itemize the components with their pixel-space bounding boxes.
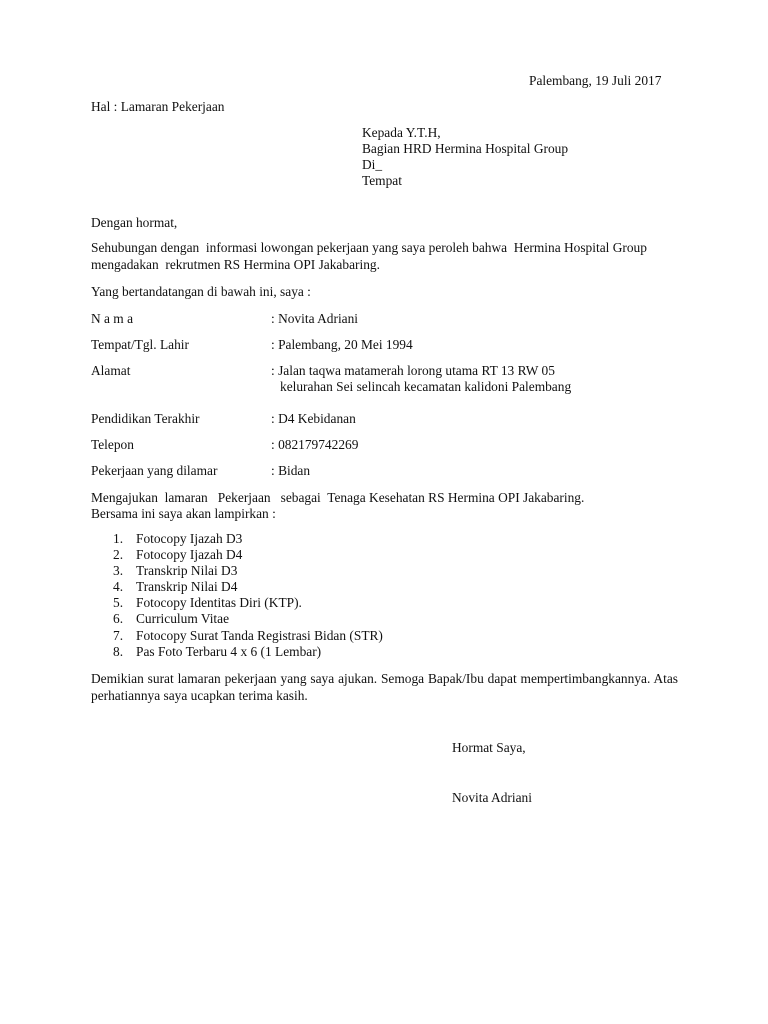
list-item-number: 2.: [113, 547, 124, 563]
greeting: Dengan hormat,: [91, 215, 178, 230]
list-item: [113, 547, 383, 563]
education-label: Pendidikan Terakhir: [91, 411, 200, 426]
list-item-number: 8.: [113, 643, 124, 659]
list-item-text: Curriculum Vitae: [136, 611, 230, 627]
intro-paragraph: Sehubungan dengan informasi lowongan pekerjaan yang saya peroleh bahwa Hermina Hospital Group mengadakan rekrutmen RS Hermina OPI Jakabaring.: [91, 240, 651, 272]
list-item: [113, 628, 383, 644]
position-value: : Bidan: [271, 463, 311, 478]
list-item-number: 1.: [113, 531, 124, 546]
list-item: [113, 563, 383, 579]
sign-off: Hormat Saya,: [452, 740, 526, 755]
closing-paragraph: Demikian surat lamaran pekerjaan yang saya ajukan. Semoga Bapak/Ibu dapat mempertimbangkannya. Atas perhatiannya saya ucapkan terima kasih.: [91, 671, 678, 703]
list-item-number: 4.: [113, 579, 124, 595]
name-label: N a m a: [91, 311, 134, 326]
list-item: [113, 644, 383, 660]
address-value-line2: kelurahan Sei selincah kecamatan kalidoni Palembang: [280, 379, 572, 394]
list-item-text: Transkrip Nilai D4: [136, 579, 238, 595]
birth-label: Tempat/Tgl. Lahir: [91, 337, 189, 352]
application-line: Mengajukan lamaran Pekerjaan sebagai Tenaga Kesehatan RS Hermina OPI Jakabaring.: [91, 490, 585, 505]
list-item-text: Fotocopy Ijazah D4: [136, 547, 243, 563]
recipient-line: Di_: [362, 157, 383, 172]
recipient-line: Bagian HRD Hermina Hospital Group: [362, 141, 569, 156]
birth-value: : Palembang, 20 Mei 1994: [271, 337, 413, 352]
phone-label: Telepon: [91, 437, 134, 452]
education-value: : D4 Kebidanan: [271, 411, 356, 426]
undersigned-line: Yang bertandatangan di bawah ini, saya :: [91, 284, 311, 299]
phone-value: : 082179742269: [271, 437, 359, 452]
list-item: [113, 579, 383, 595]
signature-name: Novita Adriani: [452, 790, 532, 805]
subject-line: Hal : Lamaran Pekerjaan: [91, 99, 225, 114]
attachments-list: [113, 531, 383, 660]
list-item-text: Pas Foto Terbaru 4 x 6 (1 Lembar): [136, 643, 322, 659]
list-item: [113, 531, 383, 547]
list-item-number: 7.: [113, 627, 124, 643]
list-item-text: Fotocopy Identitas Diri (KTP).: [136, 595, 302, 611]
list-item-text: Fotocopy Surat Tanda Registrasi Bidan (STR): [136, 627, 383, 643]
place-date: Palembang, 19 Juli 2017: [529, 73, 662, 88]
list-item-number: 5.: [113, 595, 124, 611]
recipient-line: Tempat: [362, 173, 402, 188]
name-value: : Novita Adriani: [271, 311, 359, 326]
list-item-number: 6.: [113, 611, 124, 627]
list-item-text: Transkrip Nilai D3: [136, 563, 238, 579]
list-item-text: Fotocopy Ijazah D3: [136, 531, 243, 546]
list-item-number: 3.: [113, 563, 124, 579]
position-label: Pekerjaan yang dilamar: [91, 463, 218, 478]
list-item: [113, 595, 383, 611]
address-label: Alamat: [91, 363, 131, 378]
recipient-line: Kepada Y.T.H,: [362, 125, 441, 140]
address-value-line1: : Jalan taqwa matamerah lorong utama RT 13 RW 05: [271, 363, 555, 378]
list-item: [113, 611, 383, 627]
attachments-intro: Bersama ini saya akan lampirkan :: [91, 506, 276, 521]
